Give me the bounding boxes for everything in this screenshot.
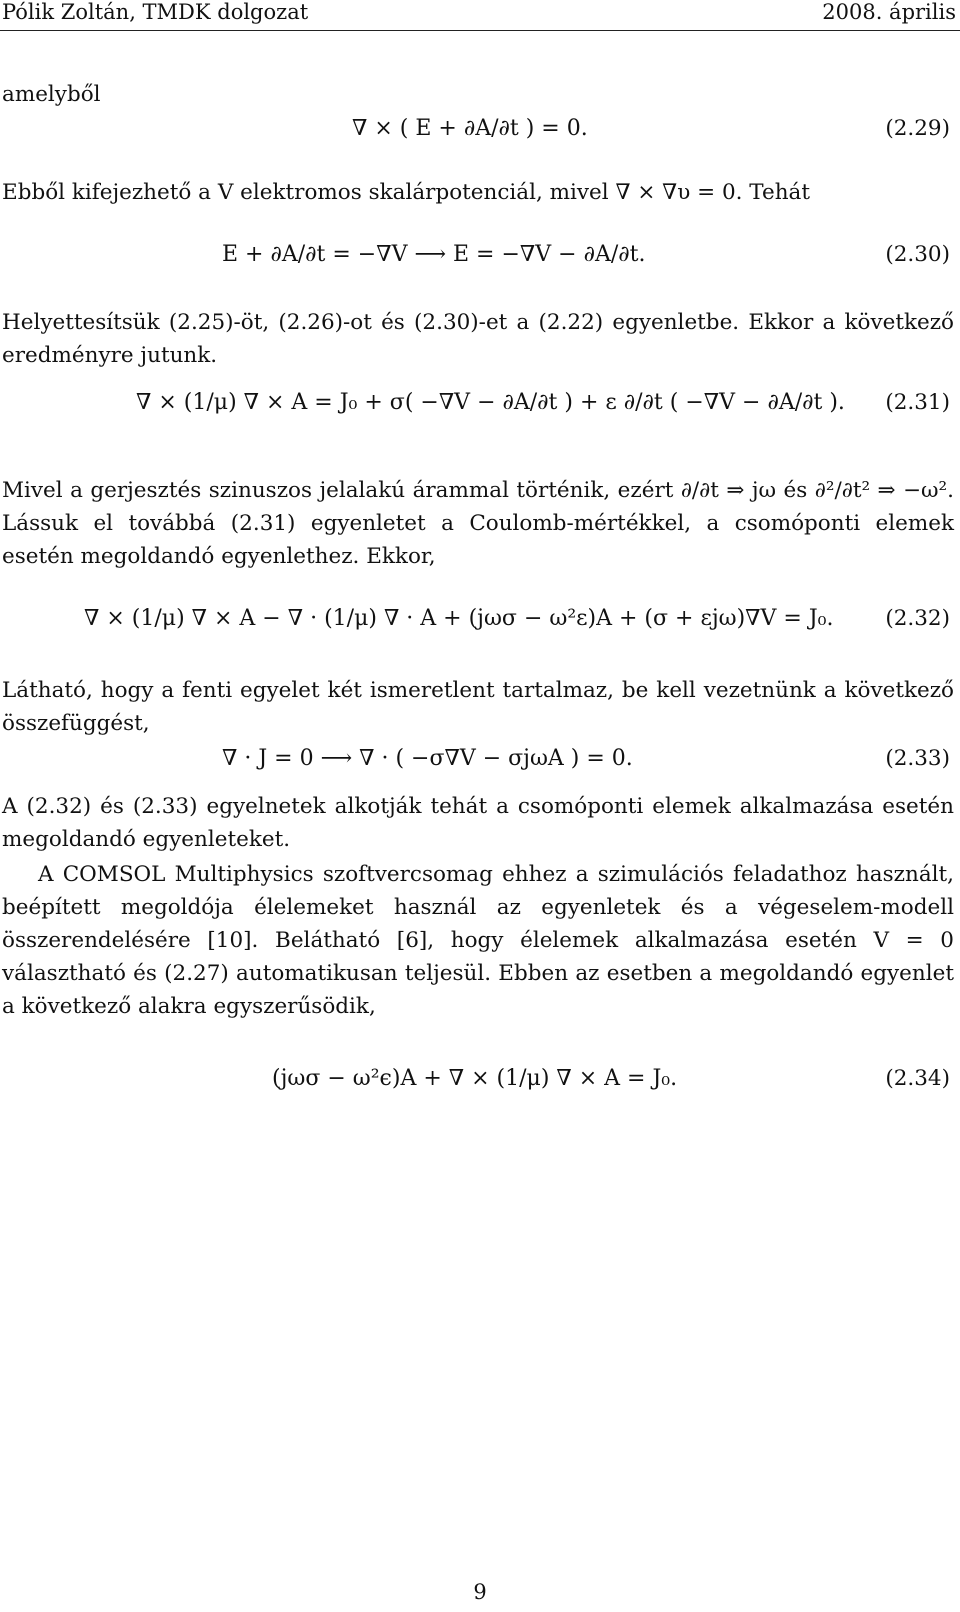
equation-2-34 [0,1058,956,1108]
equation-2-31 [0,378,956,428]
equation-body: ∇ · J = 0 ⟶ ∇ · ( −σ∇V − σjωA ) = 0. [222,746,633,771]
equation-2-29 [0,108,956,158]
paragraph-2: Ebből kifejezhető a V elektromos skalárpotenciál, mivel ∇ × ∇υ = 0. Tehát [2,180,810,205]
equation-body: E + ∂A/∂t = −∇V ⟶ E = −∇V − ∂A/∂t. [222,242,646,267]
equation-number: (2.31) [885,390,950,415]
equation-number: (2.34) [885,1066,950,1091]
paragraph-3: Helyettesítsük (2.25)-öt, (2.26)-ot és (2.30)-et a (2.22) egyenletbe. Ekkor a következő eredményre jutunk. [2,310,954,368]
equation-body: ∇ × (1/μ) ∇ × A − ∇ · (1/μ) ∇ · A + (jωσ − ω²ε)A + (σ + εjω)∇V = J₀. [84,606,834,631]
paragraph-5: Látható, hogy a fenti egyelet két ismeretlent tartalmaz, be kell vezetnünk a következő összefüggést, [2,678,954,736]
header-date: 2008. április [822,0,956,24]
equation-2-33 [0,742,956,792]
header-author-title: Pólik Zoltán, TMDK dolgozat [2,0,309,24]
equation-number: (2.32) [885,606,950,631]
running-header [0,0,960,31]
equation-2-30 [0,234,956,284]
equation-number: (2.30) [885,242,950,267]
page-number: 9 [473,1580,487,1604]
paragraph-4: Mivel a gerjesztés szinuszos jelalakú árammal történik, ezért ∂/∂t ⇒ jω és ∂²/∂t² ⇒ −ω². Lássuk el továbbá (2.31) egyenletet a Coulomb-mértékkel, a csomóponti elemek esetén megoldandó egyenlethez. Ekkor, [2,478,955,569]
paragraph-7: A COMSOL Multiphysics szoftvercsomag ehhez a szimulációs feladathoz használt, beépített megoldója élelemeket használ az egyenletek és a végeselem-modell összerendelésére [10]. Belátható [6], hogy élelemek alkalmazása esetén V = 0 választható és (2.27) automatikusan teljesül. Ebben az esetben a megoldandó egyenlet a következő alakra egyszerűsödik, [2,862,954,1019]
equation-2-32 [0,598,956,648]
paragraph-1: amelyből [2,82,101,107]
equation-body: ∇ × ( E + ∂A/∂t ) = 0. [352,116,588,141]
paragraph-6: A (2.32) és (2.33) egyelnetek alkotják tehát a csomóponti elemek alkalmazása esetén megoldandó egyenleteket. [2,794,954,852]
equation-body: (jωσ − ω²ϵ)A + ∇ × (1/μ) ∇ × A = J₀. [272,1066,678,1091]
equation-number: (2.33) [885,746,950,771]
equation-body: ∇ × (1/μ) ∇ × A = J₀ + σ( −∇V − ∂A/∂t ) + ε ∂/∂t ( −∇V − ∂A/∂t ). [136,390,845,415]
equation-number: (2.29) [885,116,950,141]
